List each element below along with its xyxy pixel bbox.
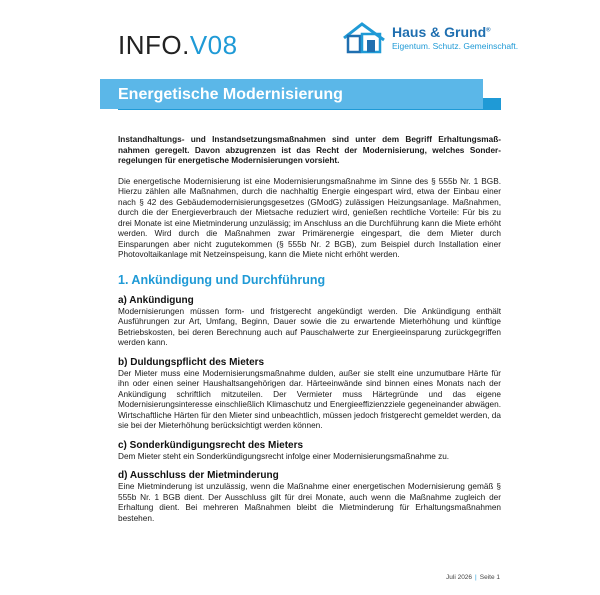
body-paragraph: Die energetische Modernisierung ist eine Modernisierungsmaßnahme im Sinne des § 555b Nr. 1 BGB. Hierzu zählen alle Maßnahmen, durch die nachhaltig Energie eingespart wird, etwa der Einbau einer nach § 42 des Gebäudemodernisierungsgesetzes (GModG) zulässigen Heizungsanlage. Maßnahmen, durch die der Energieverbrauch der Mietsache reduziert wird, genießen rechtliche Vorteile: Für bis zu drei Monate ist eine Mietminderung unzulässig; im Anschluss an die Durchführung kann die Miete erhöht werden. Wird durch die Maßnahmen zwar Primärenergie eingespart, die dem Mieter durch Einsparungen aber nicht zugutekommen (§ 555b Nr. 2 BGB), zum Beispiel durch Installation einer Photovoltaikanlage mit Netzeinspeisung, kann die Miete nicht erhöht werden. bbox=[118, 176, 501, 259]
subsection-heading-sonderkuendigungsrecht: c) Sonderkündigungsrecht des Mieters bbox=[118, 439, 304, 451]
haus-und-grund-logo bbox=[340, 20, 519, 56]
subsection-heading-duldungspflicht: b) Duldungspflicht des Mieters bbox=[118, 356, 265, 368]
section-heading: 1. Ankündigung und Durchführung bbox=[118, 272, 326, 287]
subsection-text-duldungspflicht: Der Mieter muss eine Modernisierungsmaßnahme dulden, außer sie stellt eine unzumutbare Härte für ihn oder einen seiner Haushaltsangehörigen dar. Härteeinwände sind binnen eines Monats nach der Ankündigung schriftlich mitzuteilen. Der Vermieter muss Härtegründe und das eigene Modernisierungsinteresse einschließlich Klimaschutz und Energieeffizienzziele gegeneinander abwägen. Wirtschaftliche Härten für den Mieter sind unbeachtlich, müssen jedoch fristgerecht gemeldet werden, da sie bei der Mieterhöhung berücksichtigt werden können. bbox=[118, 368, 501, 430]
subsection-heading-mietminderung: d) Ausschluss der Mietminderung bbox=[118, 470, 279, 481]
footer-date: Juli 2026 bbox=[446, 574, 473, 581]
page-footer bbox=[446, 574, 500, 581]
page-title: Energetische Modernisierung bbox=[118, 86, 343, 103]
subsection-heading-ankuendigung: a) Ankündigung bbox=[118, 294, 194, 306]
title-banner bbox=[100, 79, 483, 109]
document-code-number: V08 bbox=[189, 30, 238, 60]
logo-slogan: Eigentum. Schutz. Gemeinschaft. bbox=[392, 41, 519, 51]
footer-separator: | bbox=[475, 574, 477, 581]
intro-paragraph: Instandhaltungs- und Instandsetzungsmaßnahmen sind unter dem Begriff Erhaltungsmaßnahmen geregelt. Davon abzugrenzen ist das Recht der Modernisierung, welches Sonderregelungen für energetische Modernisierungen vorsieht. bbox=[118, 135, 501, 165]
logo-name: Haus & Grund® bbox=[392, 24, 491, 40]
house-logo-icon bbox=[340, 20, 388, 56]
document-body bbox=[118, 135, 501, 524]
subsection-text-sonderkuendigungsrecht: Dem Mieter steht ein Sonderkündigungsrecht infolge einer Modernisierungsmaßnahme zu. bbox=[118, 451, 450, 461]
footer-page-number: Seite 1 bbox=[479, 574, 500, 581]
document-code bbox=[118, 30, 238, 61]
subsection-text-ankuendigung: Modernisierungen müssen form- und fristgerecht angekündigt werden. Die Ankündigung enthält Ausführungen zur Art, Umfang, Beginn, Dauer sowie die zu erwartende Mieterhöhung und künftige Betriebskosten, bei deren Berechnung auch auf Pauschalwerte zur Energieeinsparung zurückgegriffen werden kann. bbox=[118, 306, 501, 347]
subsection-text-mietminderung: Eine Mietminderung ist unzulässig, wenn die Maßnahme einer energetischen Modernisierung gemäß § 555b Nr. 1 BGB dient. Der Ausschluss gilt für drei Monate, auch wenn die Maßnahme zugleich der Erhaltung dient. Bei mehreren Maßnahmen bleibt die Mietminderung für Erhaltungsmaßnahmen bestehen. bbox=[118, 482, 501, 523]
document-code-prefix: INFO. bbox=[118, 30, 190, 60]
